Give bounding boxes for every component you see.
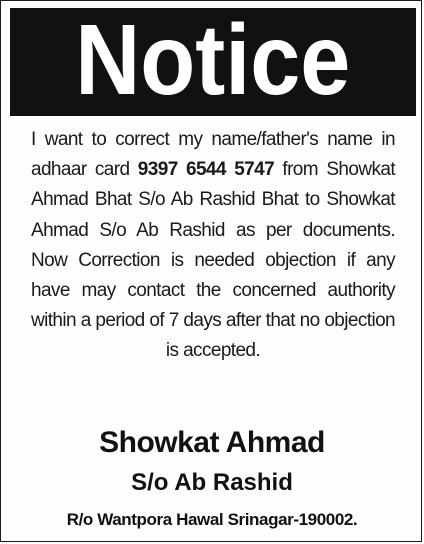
notice-body-intro: I want to correct my name/father's name in adhaar card (31, 129, 395, 181)
notice-body-details: from Showkat Ahmad Bhat S/o Ab Rashid Bhat to Showkat Ahmad S/o Ab Rashid as per documents. Now Correction is needed objection if any have may contact the concerned authority within a period of 7 days after that no objection is accepted. (31, 159, 395, 362)
aadhaar-number: 9397 6544 5747 (137, 159, 275, 181)
notice-body (31, 125, 395, 367)
notice-banner (10, 4, 416, 116)
notice-title: Notice (75, 4, 351, 116)
signatory-address: R/o Wantpora Hawal Srinagar-190002. (66, 510, 358, 529)
signatory-name: Showkat Ahmad (99, 426, 325, 459)
signatory-parentage: S/o Ab Rashid (131, 469, 293, 496)
